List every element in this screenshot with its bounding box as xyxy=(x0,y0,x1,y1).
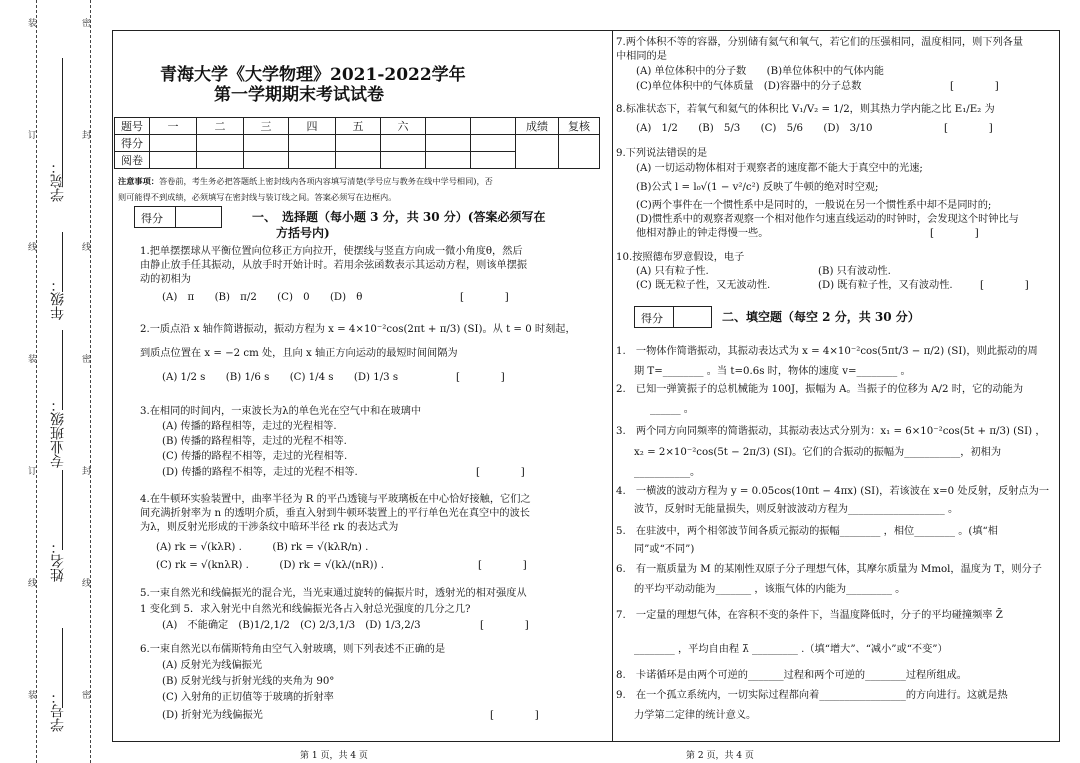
q4-answer-bracket[interactable]: [ ] xyxy=(478,560,527,571)
q3-option-c: (C) 传播的路程不相等，走过的光程相等. xyxy=(162,451,348,462)
f3-line1: 3. 两个同方向同频率的简谐振动，其振动表达式分别为：x₁ = 6×10⁻²cos(5t + π/3) (SI) ， xyxy=(616,426,1046,437)
binding-mark: 密 xyxy=(82,355,92,365)
college-underline xyxy=(62,58,63,178)
score-input-cell[interactable] xyxy=(336,135,381,152)
score-table-cell: 四 xyxy=(289,118,336,135)
q9-option-a: (A) 一切运动物体相对于观察者的速度都不能大于真空中的光速; xyxy=(636,163,923,174)
f8-line: 8. 卡诺循环是由两个可逆的_______过程和两个可逆的________过程所组成。 xyxy=(616,670,967,681)
page-number-right: 第 2 页，共 4 页 xyxy=(686,751,754,761)
binding-mark: 线 xyxy=(28,243,38,253)
q6-option-a: (A) 反射光为线偏振光 xyxy=(162,660,263,671)
q9-option-c: (C)两个事件在一个惯性系中是同时的，一般说在另一个惯性系中却不是同时的; xyxy=(636,200,992,211)
f6-line1: 6. 有一瓶质量为 M 的某刚性双原子分子理想气体，其摩尔质量为 Mmol，温度为 T，则分子 xyxy=(616,564,1042,575)
q9-option-d-line2: 他相对静止的钟走得慢一些。 xyxy=(636,228,769,239)
binding-margin xyxy=(0,0,96,763)
section2-score-label: 得分 xyxy=(641,312,663,325)
f1-line2: 期 T=________ 。当 t=0.6s 时，物体的速度 v=________ 。 xyxy=(634,366,911,377)
q1-line2: 由静止放手任其振动，从放手时开始计时。若用余弦函数表示其运动方程，则该单摆振 xyxy=(140,260,528,271)
q3-stem: 3.在相同的时间内，一束波长为λ的单色光在空气中和在玻璃中 xyxy=(140,406,422,417)
q9-answer-bracket[interactable]: [ ] xyxy=(930,228,979,239)
section2-score-box[interactable] xyxy=(634,306,712,328)
q4-line3: 为λ，则反射光形成的干涉条纹中暗环半径 rk 的表达式为 xyxy=(140,522,399,533)
f6-line2: 的平均平动动能为_______ ，该瓶气体的内能为_________ 。 xyxy=(634,584,906,595)
binding-mark: 装 xyxy=(28,691,38,701)
score-input-cell[interactable] xyxy=(150,135,197,152)
grader-input-cell[interactable] xyxy=(381,152,426,169)
exam-title-line1: 青海大学《大学物理》2021-2022学年 xyxy=(160,65,466,85)
notice-label: 注意事项： xyxy=(118,176,159,186)
q7-options-cd: (C)单位体积中的气体质量 (D)容器中的分子总数 xyxy=(636,81,862,92)
binding-mark: 线 xyxy=(82,579,92,589)
score-table-cell: 阅卷 xyxy=(115,152,150,169)
grader-input-cell[interactable] xyxy=(244,152,289,169)
score-table-header-row xyxy=(115,118,600,135)
score-table-cell: 六 xyxy=(381,118,426,135)
q3-option-d: (D) 传播的路程不相等，走过的光程不相等. xyxy=(162,467,358,478)
score-table-cell: 复核 xyxy=(559,118,600,135)
section2-title: 二、填空题（每空 2 分，共 30 分） xyxy=(722,310,920,324)
binding-mark: 封 xyxy=(82,467,92,477)
f1-line1: 1. 一物体作简谐振动，其振动表达式为 x = 4×10⁻²cos(5πt/3 − π/2) (SI)，则此振动的周 xyxy=(616,346,1038,357)
q1-line3: 动的初相为 xyxy=(140,274,191,285)
q9-option-b: (B)公式 l = l₀√(1 − v²/c²) 反映了牛顿的绝对时空观; xyxy=(636,182,879,193)
total-score-cell[interactable] xyxy=(516,135,559,169)
exam-title-line2: 第一学期期末考试试卷 xyxy=(214,85,384,105)
q7-options-ab: (A) 单位体积中的分子数 (B)单位体积中的气体内能 xyxy=(636,66,884,77)
grade-underline xyxy=(62,232,63,292)
binding-mark: 线 xyxy=(28,579,38,589)
notice-line1 xyxy=(118,176,493,187)
q6-option-d: (D) 折射光为线偏振光 xyxy=(162,710,263,721)
binding-mark: 线 xyxy=(82,243,92,253)
q6-option-b: (B) 反射光线与折射光线的夹角为 90° xyxy=(162,676,335,687)
q10-option-a: (A) 只有粒子性. xyxy=(636,266,709,277)
page-number-left: 第 1 页，共 4 页 xyxy=(300,751,368,761)
grader-input-cell[interactable] xyxy=(426,152,471,169)
score-table-cell: 二 xyxy=(197,118,244,135)
section1-score-label: 得分 xyxy=(141,212,163,225)
q3-option-b: (B) 传播的路程相等，走过的光程不相等. xyxy=(162,436,347,447)
q10-option-c: (C) 既无粒子性，又无波动性. xyxy=(636,280,771,291)
score-input-cell[interactable] xyxy=(197,135,244,152)
name-underline xyxy=(62,470,63,550)
score-table-cell: 五 xyxy=(336,118,381,135)
f3-line3: ___________。 xyxy=(634,467,701,478)
q10-answer-bracket[interactable]: [ ] xyxy=(980,280,1029,291)
f5-line1: 5. 在驻波中，两个相邻波节间各质元振动的振幅________ ，相位________ 。(填“相 xyxy=(616,526,998,537)
q5-answer-bracket[interactable]: [ ] xyxy=(480,620,529,631)
q5-options: (A) 不能确定 (B)1/2,1/2 (C) 2/3,1/3 (D) 1/3,2/3 xyxy=(162,620,421,631)
q6-stem: 6.一束自然光以布儒斯特角由空气入射玻璃，则下列表述不正确的是 xyxy=(140,644,446,655)
score-table-cell: 三 xyxy=(244,118,289,135)
grader-input-cell[interactable] xyxy=(289,152,336,169)
q7-line2: 中相同的是 xyxy=(616,51,667,62)
q6-answer-bracket[interactable]: [ ] xyxy=(490,710,539,721)
binding-mark: 封 xyxy=(82,131,92,141)
grader-input-cell[interactable] xyxy=(197,152,244,169)
binding-mark: 密 xyxy=(82,19,92,29)
college-label: 学院： xyxy=(50,160,66,202)
score-table-score-row xyxy=(115,135,600,152)
f7-line2: ________ ，平均自由程 λ̄ _________ .（填“增大”、“减小”或“不变”） xyxy=(634,644,948,655)
q2-line2: 到质点位置在 x = −2 cm 处，且向 x 轴正方向运动的最短时间间隔为 xyxy=(140,348,458,359)
q9-option-d-line1: (D)惯性系中的观察者观察一个相对他作匀速直线运动的时钟时，会发现这个时钟比与 xyxy=(636,214,1019,225)
grader-input-cell[interactable] xyxy=(150,152,197,169)
score-table-cell: 题号 xyxy=(115,118,150,135)
name-label: 姓名： xyxy=(50,540,66,582)
score-table-cell xyxy=(471,118,516,135)
q7-answer-bracket[interactable]: [ ] xyxy=(950,81,999,92)
score-table-cell: 成绩 xyxy=(516,118,559,135)
f9-line2: 力学第二定律的统计意义。 xyxy=(634,710,757,721)
binding-mark: 订 xyxy=(28,467,38,477)
q2-line1: 2.一质点沿 x 轴作简谐振动，振动方程为 x = 4×10⁻²cos(2πt + π/3) (SI)。从 t = 0 时刻起， xyxy=(140,324,576,335)
q10-stem: 10.按照德布罗意假设，电子 xyxy=(616,252,745,263)
binding-mark: 订 xyxy=(28,131,38,141)
q8-options: (A) 1/2 (B) 5/3 (C) 5/6 (D) 3/10 xyxy=(636,123,873,134)
q1-line1: 1.把单摆摆球从平衡位置向位移正方向拉开，使摆线与竖直方向成一微小角度θ，然后 xyxy=(140,246,523,257)
section1-score-box[interactable] xyxy=(134,206,222,228)
q10-option-d: (D) 既有粒子性，又有波动性. xyxy=(818,280,953,291)
score-input-cell[interactable] xyxy=(471,135,516,152)
q4-options-ab: (A) rk = √(kλR) . (B) rk = √(kλR/n) . xyxy=(156,542,369,553)
q5-line1: 5.一束自然光和线偏振光的混合光，当光束通过旋转的偏振片时，透射光的相对强度从 xyxy=(140,588,527,599)
score-table-cell: 一 xyxy=(150,118,197,135)
q4-line2: 间充满折射率为 n 的透明介质，垂直入射到牛顿环装置上的平行单色光在真空中的波长 xyxy=(140,508,530,519)
student-id-label: 学号： xyxy=(50,690,66,732)
f9-line1: 9. 在一个孤立系统内，一切实际过程都向着_________________的方向进行。这就是热 xyxy=(616,690,1008,701)
f5-line2: 同”或“不同”) xyxy=(634,544,695,555)
q3-answer-bracket[interactable]: [ ] xyxy=(476,467,525,478)
grader-input-cell[interactable] xyxy=(471,152,516,169)
q1-answer-bracket[interactable]: [ ] xyxy=(460,292,509,303)
q6-option-c: (C) 入射角的正切值等于玻璃的折射率 xyxy=(162,692,334,703)
q8-answer-bracket[interactable]: [ ] xyxy=(944,123,993,134)
f4-line1: 4. 一横波的波动方程为 y = 0.05cos(10πt − 4πx) (SI)，若该波在 x=0 处反射，反射点为一 xyxy=(616,486,1050,497)
score-input-cell[interactable] xyxy=(289,135,336,152)
f7-line1: 7. 一定量的理想气体，在容积不变的条件下，当温度降低时，分子的平均碰撞频率 Z̄ xyxy=(616,610,1003,621)
q7-line1: 7.两个体积不等的容器，分别储有氦气和氧气，若它们的压强相同，温度相同，则下列各量 xyxy=(616,37,1024,48)
grader-input-cell[interactable] xyxy=(336,152,381,169)
f3-line2: x₂ = 2×10⁻²cos(5t − 2π/3) (SI)。它们的合振动的振幅为___________，初相为 xyxy=(634,447,1002,458)
q9-stem: 9.下列说法错误的是 xyxy=(616,148,708,159)
page-divider xyxy=(612,30,613,742)
q3-option-a: (A) 传播的路程相等，走过的光程相等. xyxy=(162,421,337,432)
score-table xyxy=(114,117,600,169)
score-table-cell: 得分 xyxy=(115,135,150,152)
binding-mark: 密 xyxy=(82,691,92,701)
id-underline xyxy=(62,628,63,708)
q1-options: (A) π (B) π/2 (C) 0 (D) θ xyxy=(162,292,363,303)
section1-score-divider xyxy=(175,207,176,227)
score-input-cell[interactable] xyxy=(426,135,471,152)
q5-line2: 1 变化到 5．求入射光中自然光和线偏振光各占入射总光强度的几分之几? xyxy=(140,604,471,615)
q2-answer-bracket[interactable]: [ ] xyxy=(456,372,505,383)
section2-score-divider xyxy=(673,307,674,327)
score-input-cell[interactable] xyxy=(244,135,289,152)
q2-options: (A) 1/2 s (B) 1/6 s (C) 1/4 s (D) 1/3 s xyxy=(162,372,399,383)
major-underline xyxy=(62,330,63,410)
q4-options-cd: (C) rk = √(knλR) . (D) rk = √(kλ/(nR)) . xyxy=(156,560,384,571)
review-cell[interactable] xyxy=(559,135,600,169)
q10-option-b: (B) 只有波动性. xyxy=(818,266,891,277)
f4-line2: 波节，反射时无能量损失，则反射波波动方程为___________________ 。 xyxy=(634,504,959,515)
q8-stem: 8.标准状态下，若氧气和氦气的体积比 V₁/V₂ = 1/2，则其热力学内能之比 E₁/E₂ 为 xyxy=(616,104,995,115)
section1-title2: 方括号内) xyxy=(276,226,330,240)
notice-text1: 答卷前，考生务必把答题纸上密封线内各项内容填写清楚(学号应与教务在线中学号相同)，否 xyxy=(158,176,493,186)
score-input-cell[interactable] xyxy=(381,135,426,152)
score-table-cell xyxy=(426,118,471,135)
q4-line1: 4.在牛顿环实验装置中，曲率半径为 R 的平凸透镜与平玻璃板在中心恰好接触，它们之 xyxy=(140,494,531,505)
cut-line xyxy=(36,0,37,763)
f2-line1: 2. 已知一弹簧振子的总机械能为 100J，振幅为 A。当振子的位移为 A/2 时，它的动能为 xyxy=(616,384,1024,395)
grade-label: 年级： xyxy=(50,278,66,320)
section1-title1: 一、 选择题（每小题 3 分，共 30 分）(答案必须写在 xyxy=(252,210,546,224)
binding-mark: 装 xyxy=(28,355,38,365)
major-class-label: 专业班级： xyxy=(50,398,66,468)
f2-line2: ______ 。 xyxy=(650,404,694,415)
seal-line xyxy=(90,0,91,763)
notice-text2: 则可能得不到成绩，必须填写在密封线与装订线之间。答案必须写在边框内。 xyxy=(118,192,397,202)
binding-mark: 装 xyxy=(28,19,38,29)
